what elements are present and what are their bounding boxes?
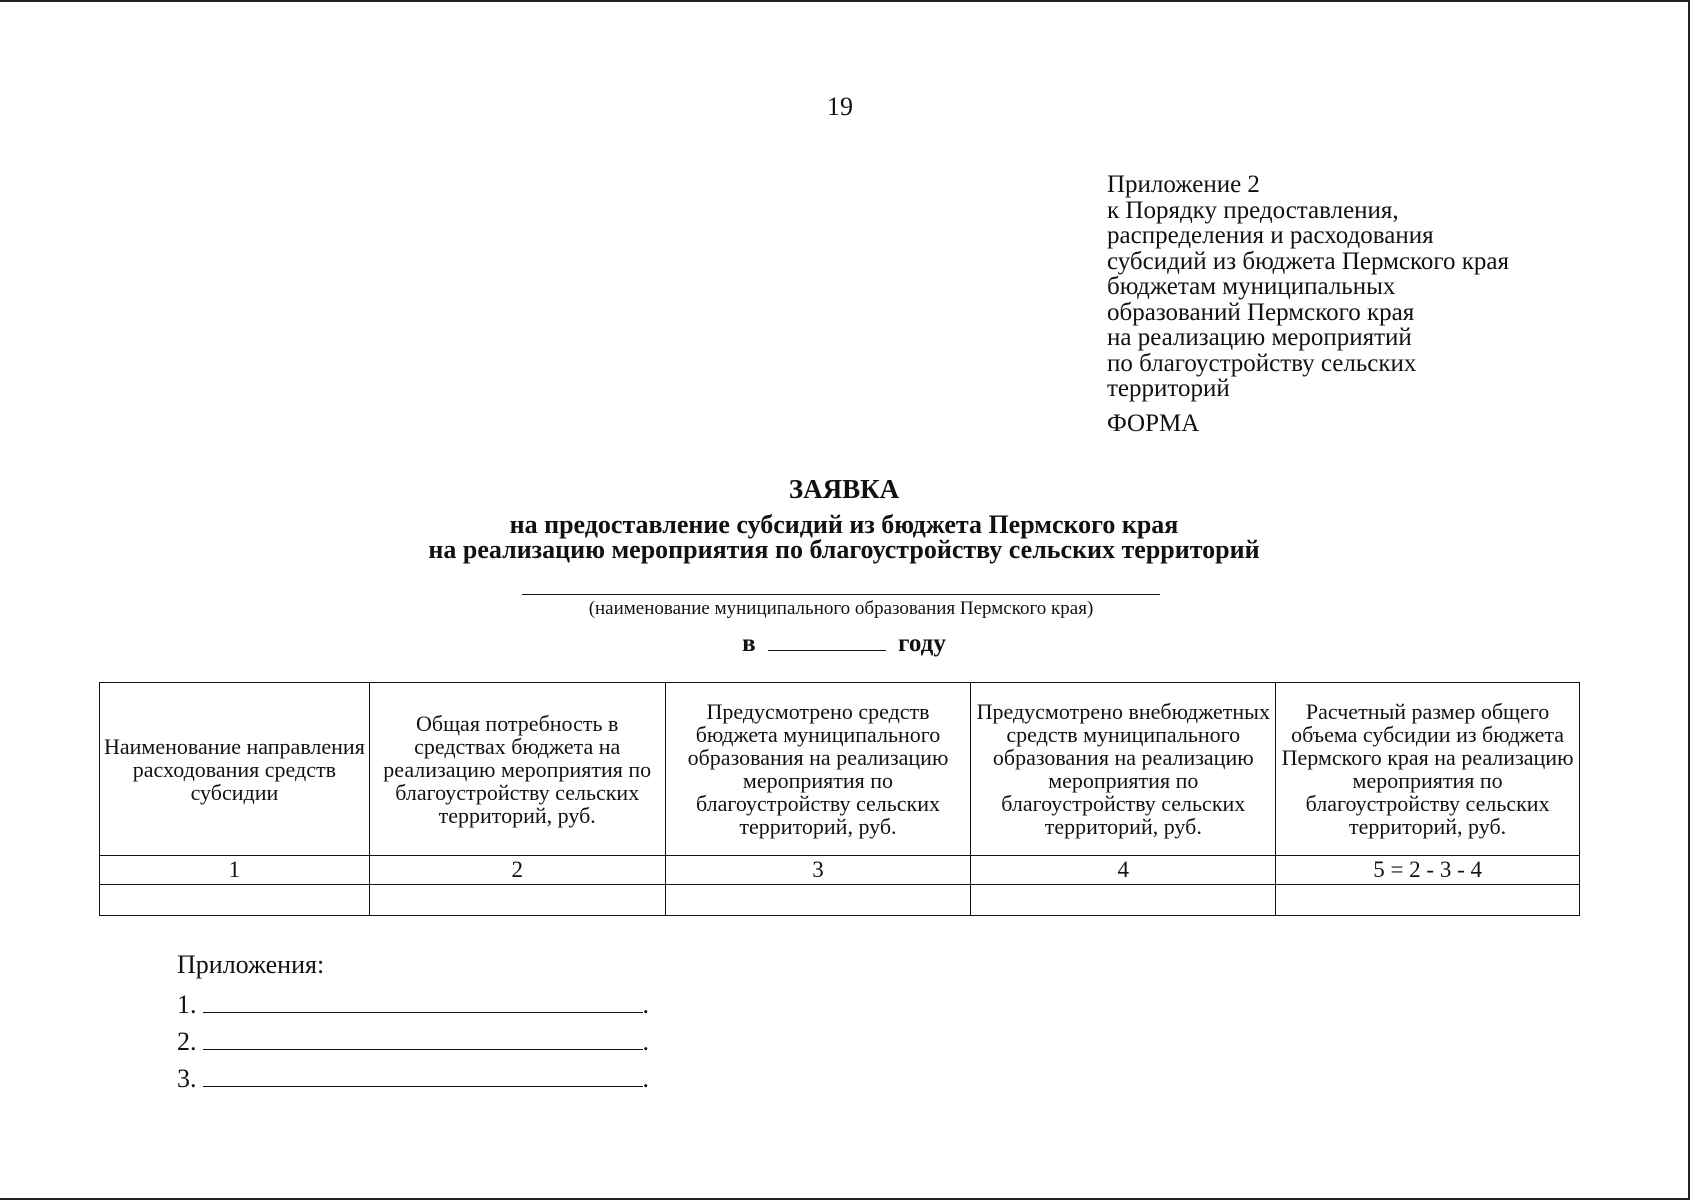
table-cell[interactable] [971,885,1276,916]
page-number: 19 [827,92,853,121]
attachment-terminator: . [642,990,649,1019]
table-cell[interactable] [1276,885,1580,916]
appendix-line: субсидий из бюджета Пермского края [1107,247,1510,275]
attachment-field[interactable] [203,988,643,1013]
column-number-cell: 5 = 2 - 3 - 4 [1276,856,1580,885]
year-prefix: в [742,630,756,657]
municipality-caption: (наименование муниципального образования Пермского края) [588,598,1094,619]
header-cell: Предусмотрено средств бюджета муниципального образования на реализацию мероприятия по благоустройству сельских территорий, руб. [665,683,971,856]
year-suffix: году [898,630,946,657]
column-number-row [100,856,1580,885]
header-cell: Предусмотрено внебюджетных средств муниципального образования на реализацию мероприятия по благоустройству сельских территорий, руб. [971,683,1276,856]
document-subtitle-line-2: на реализацию мероприятия по благоустройству сельских территорий [428,535,1260,564]
attachment-item [177,1025,649,1062]
attachment-field[interactable] [203,1025,643,1050]
table-cell[interactable] [369,885,665,916]
document-subtitle-line-1: на предоставление субсидий из бюджета Пермского края [509,510,1179,539]
year-field[interactable] [768,628,886,651]
table-cell[interactable] [665,885,971,916]
appendix-line: образований Пермского края [1107,298,1415,326]
column-number-cell: 4 [971,856,1276,885]
appendix-line: Приложение 2 [1107,171,1260,198]
attachments-block [177,950,649,1099]
attachment-number: 2. [177,1027,197,1056]
attachment-number: 1. [177,990,197,1019]
table-cell[interactable] [100,885,370,916]
attachment-number: 3. [177,1064,197,1093]
municipality-name-field[interactable] [522,594,1160,595]
column-number-cell: 2 [369,856,665,885]
header-cell: Наименование направления расходования средств субсидии [100,683,370,856]
attachment-terminator: . [642,1064,649,1093]
attachment-item [177,1062,649,1099]
attachment-terminator: . [642,1027,649,1056]
table-row [100,885,1580,916]
appendix-line: по благоустройству сельских [1107,349,1417,377]
attachment-item [177,988,649,1025]
appendix-line: территорий [1107,375,1230,402]
table-header-row [100,683,1580,856]
attachment-field[interactable] [203,1062,643,1087]
column-number-cell: 1 [100,856,370,885]
appendix-line: на реализацию мероприятий [1107,324,1412,351]
document-title: ЗАЯВКА [788,474,900,504]
year-line [0,628,1688,658]
appendix-line: распределения и расходования [1107,222,1434,249]
appendix-line: к Порядку предоставления, [1107,196,1399,224]
column-number-cell: 3 [665,856,971,885]
form-label: ФОРМА [1107,410,1200,437]
request-table [99,682,1580,916]
header-cell: Общая потребность в средствах бюджета на реализацию мероприятия по благоустройству сельских территорий, руб. [369,683,665,856]
header-cell: Расчетный размер общего объема субсидии из бюджета Пермского края на реализацию мероприятия по благоустройству сельских территорий, руб. [1276,683,1580,856]
appendix-block [1107,172,1509,402]
attachments-title: Приложения: [177,950,325,979]
appendix-line: бюджетам муниципальных [1107,273,1396,300]
